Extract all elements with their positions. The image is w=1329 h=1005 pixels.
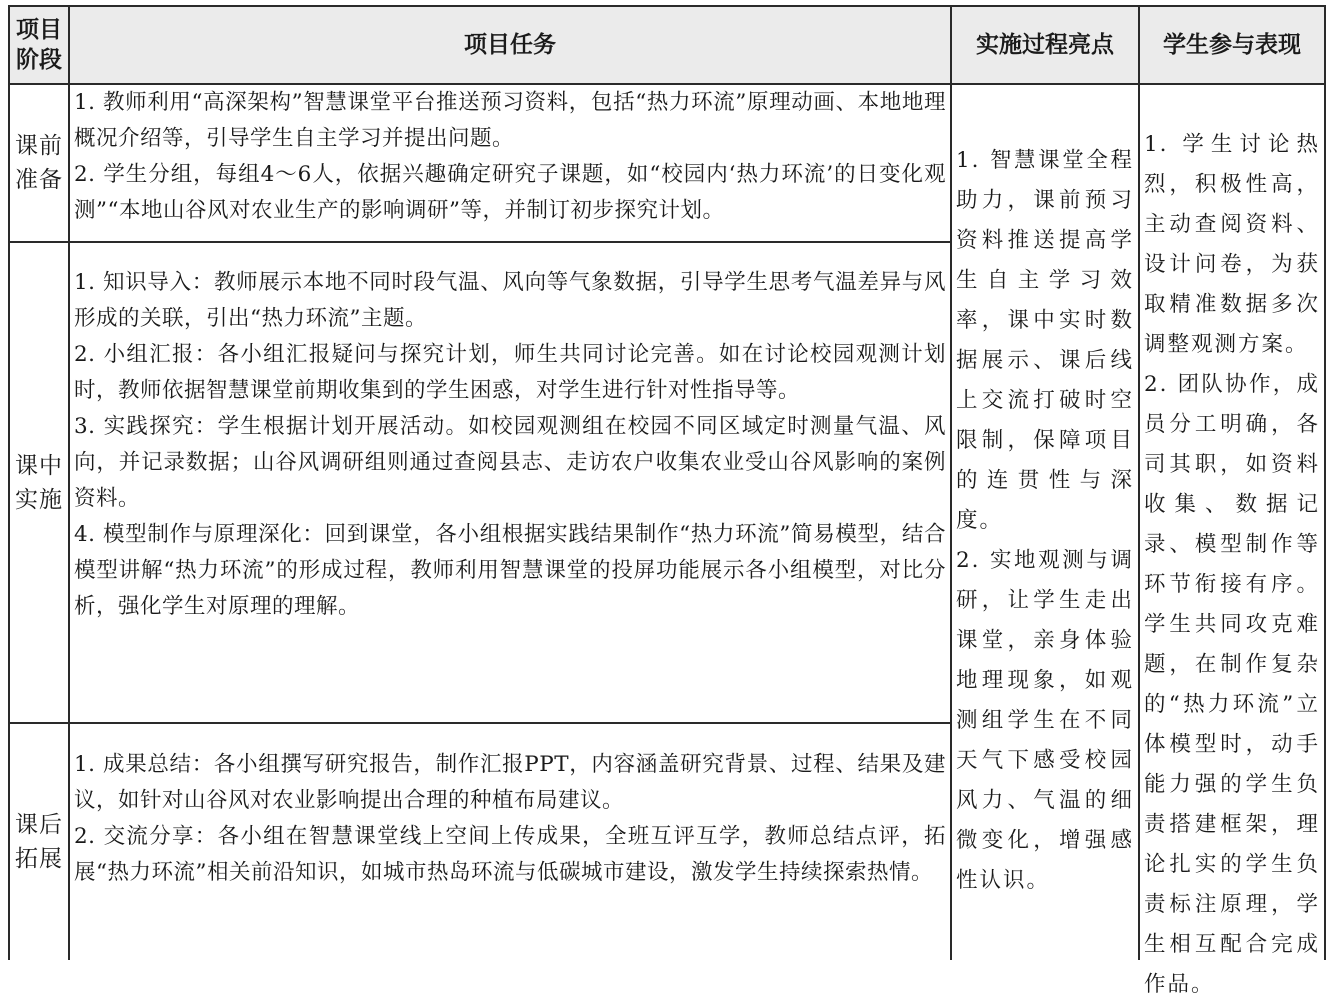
task-item: 1. 知识导入：教师展示本地不同时段气温、风向等气象数据，引导学生思考气温差异与风形成的关联，引出“热力环流”主题。: [74, 270, 946, 331]
task-item: 2. 交流分享：各小组在智慧课堂线上空间上传成果，全班互评互学，教师总结点评，拓展“热力环流”相关前沿知识，如城市热岛环流与低碳城市建设，激发学生持续探索热情。: [74, 824, 946, 885]
col-divider-2: [950, 5, 952, 960]
tasks-cell-pre-class: [74, 85, 946, 229]
col-divider-1: [68, 5, 70, 960]
stage-cell-in-class: 课中 实施: [15, 452, 63, 513]
tasks-cell-after-class: [74, 747, 946, 891]
task-item: 3. 实践探究：学生根据计划开展活动。如校园观测组在校园不同区域定时测量气温、风向，并记录数据；山谷风调研组则通过查阅县志、走访农户收集农业受山谷风影响的案例资料。: [74, 414, 946, 511]
stage-cell-pre-class: 课前 准备: [15, 133, 63, 193]
task-item: 1. 教师利用“高深架构”智慧课堂平台推送预习资料，包括“热力环流”原理动画、本地地理概况介绍等，引导学生自主学习并提出问题。: [74, 90, 946, 151]
task-item: 2. 学生分组，每组4～6人，依据兴趣确定研究子课题，如“校园内‘热力环流’的日变化观测”“本地山谷风对农业生产的影响调研”等，并制订初步探究计划。: [74, 162, 946, 223]
highlight-item: 1. 智慧课堂全程助力，课前预习资料推送提高学生自主学习效率，课中实时数据展示、课后线上交流打破时空限制，保障项目的连贯性与深度。: [956, 148, 1134, 533]
highlight-item: 2. 实地观测与调研，让学生走出课堂，亲身体验地理现象，如观测组学生在不同天气下感受校园风力、气温的细微变化，增强感性认识。: [956, 548, 1134, 893]
stage-cell-after-class: 课后 拓展: [15, 812, 63, 872]
header-tasks: 项目任务: [464, 32, 556, 58]
highlights-cell: [956, 141, 1134, 901]
task-item: 1. 成果总结：各小组撰写研究报告，制作汇报PPT，内容涵盖研究背景、过程、结果及建议，如针对山谷风对农业影响提出合理的种植布局建议。: [74, 752, 946, 813]
tasks-cell-in-class: [74, 265, 946, 625]
performance-item: 1. 学生讨论热烈，积极性高，主动查阅资料、设计问卷，为获取精准数据多次调整观测方案。: [1144, 132, 1320, 357]
header-stage: 项目 阶段: [16, 17, 62, 73]
performance-cell: [1144, 125, 1320, 1005]
row-divider-1: [8, 241, 951, 243]
project-table: [8, 5, 1326, 997]
header-performance: 学生参与表现: [1163, 32, 1301, 58]
row-divider-2: [8, 722, 951, 724]
task-item: 2. 小组汇报：各小组汇报疑问与探究计划，师生共同讨论完善。如在讨论校园观测计划时，教师依据智慧课堂前期收集到的学生困惑，对学生进行针对性指导等。: [74, 342, 946, 403]
task-item: 4. 模型制作与原理深化：回到课堂，各小组根据实践结果制作“热力环流”简易模型，结合模型讲解“热力环流”的形成过程，教师利用智慧课堂的投屏功能展示各小组模型，对比分析，强化学生对原理的理解。: [74, 522, 946, 619]
performance-item: 2. 团队协作，成员分工明确，各司其职，如资料收集、数据记录、模型制作等环节衔接有序。学生共同攻克难题，在制作复杂的“热力环流”立体模型时，动手能力强的学生负责搭建框架，理论扎实的学生负责标注原理，学生相互配合完成作品。: [1144, 372, 1320, 997]
header-highlights: 实施过程亮点: [976, 32, 1114, 58]
col-divider-3: [1138, 5, 1140, 960]
